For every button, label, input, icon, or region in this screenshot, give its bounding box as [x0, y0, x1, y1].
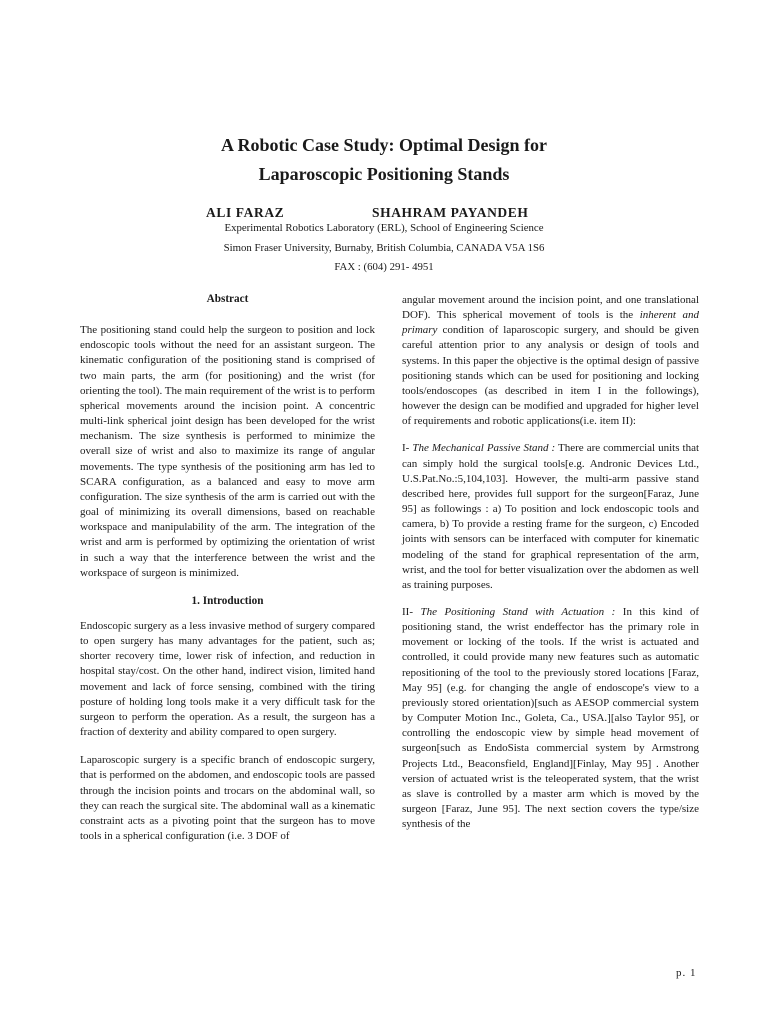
author-ali-faraz: ALI FARAZ: [206, 205, 285, 220]
affiliation-fax: FAX : (604) 291- 4951: [334, 261, 434, 273]
paper-title-line-2: Laparoscopic Positioning Stands: [258, 164, 510, 184]
item-2-label: II-: [402, 605, 421, 618]
item-positioning-stand-actuation: [402, 605, 699, 832]
introduction-heading: 1. Introduction: [191, 594, 264, 607]
item-1-text: There are commercial units that can simply hold the surgical tools[e.g. Andronic Devices Ltd., U.S.Pat.No.:5,104,103]. However, the multi-arm passive stand described here, provides full support for the surgeon[Faraz, June 95] as followings : a) To position and lock endoscopic tools and camera, b) To provide a resting frame for the surgeon, c) Encoded joints with sensors can be interfaced with computer for kinematic modeling of the stand for graphical representation of the arm, wrist, and the tool for better visualization over the abdomen as well as training purposes.: [402, 442, 700, 591]
right-column: [402, 293, 699, 832]
right-paragraph-1-text-b: condition of laparoscopic surgery, and should be given careful attention prior to any analysis or design of tools and systems. In this paper the objective is the optimal design of passive positioning stands which can be used for positioning and locking tools/endoscopes (as described in item I in the followings), however the design can be modified and upgraded for higher level of requirements and robotic applications(i.e. item II):: [402, 324, 699, 428]
item-2-text: In this kind of positioning stand, the wrist endeffector has the primary role in movement or locking of the tools. If the wrist is actuated and controlled, it could provide many new features such as automatic repositioning of the tool to the previously stored locations [Faraz, May 95] (e.g. for changing the angle of endoscope's view to a previously stored orientation)[such as AESOP commercial system by Computer Motion Inc., Goleta, Ca., USA.][also Taylor 95], or controlling the endoscopic view by simple head movement of surgeon[such as EndoSista commercial system by Armstrong Projects Ltd., Beaconsfield, England][Finlay, May 95] . Another version of actuated wrist is the teleoperated system, that the wrist as slave is controlled by a master arm which is moved by the surgeon [Faraz, June 95]. The next section covers the type/size synthesis of the: [402, 605, 699, 831]
item-mechanical-passive-stand: [402, 441, 699, 593]
item-1-label: I-: [402, 442, 413, 455]
introduction-paragraph-1: Endoscopic surgery as a less invasive method of surgery compared to open surgery has many advantages for the patient, such as; shorter recovery time, lower risk of infection, and reduction in hospital stay/cost. On the other hand, indirect vision, limited hand movement and lack of force sensing, combined with the tiring posture of holding long tools make it a very difficult task for the surgeon to perform the operation. As a result, the surgeon has a fraction of dexterity and ability compared to open surgery.: [80, 619, 375, 739]
author-shahram-payandeh: SHAHRAM PAYANDEH: [372, 205, 529, 220]
affiliation-lab: Experimental Robotics Laboratory (ERL), School of Engineering Science: [224, 222, 544, 234]
right-paragraph-1-text-a: angular movement around the incision point, and one translational DOF). This spherical movement of tools is the: [402, 294, 699, 322]
introduction-paragraph-2: Laparoscopic surgery is a specific branch of endoscopic surgery, that is performed on the abdomen, and endoscopic tools are passed through the incision points and trocars on the abdominal wall, so they can reach the surgical site. The abdominal wall as a kinematic constraint acts as a pivoting point that the surgeon has to move tools in a spherical configuration (i.e. 3 DOF of: [80, 754, 375, 842]
right-paragraph-1: [402, 293, 699, 429]
item-2-title: The Positioning Stand with Actuation :: [420, 605, 616, 618]
inherent-primary-emphasis: inherent and primary: [402, 309, 700, 337]
paper-title-line-1: A Robotic Case Study: Optimal Design for: [220, 135, 547, 155]
abstract-heading: Abstract: [206, 293, 249, 305]
left-column: [80, 292, 375, 844]
abstract-paragraph: The positioning stand could help the surgeon to position and lock endoscopic tools without the need for an assistant surgeon. The kinematic configuration of the positioning stand is comprised of two main parts, the arm (for positioning) and the wrist (for orienting the tool). The main requirement of the wrist is to perform spherical movements around the incision point. A concentric multi-link spherical joint design has been developed for the wrist mechanism. The size synthesis is performed to minimize the overall size of wrist and also to maximize its range of angular movements. The type synthesis of the positioning arm has led to SCARA configuration, as a balanced and easy to move arm configuration. The size synthesis of the arm is carried out with the goal of minimizing its overall dimensions, based on reachable workspace and manipulability of the arm. The integration of the wrist and arm is performed by optimizing the orientation of wrist in such a way that the interference between the wrist and the workspace of surgeon is minimized.: [80, 324, 375, 579]
affiliation-university: Simon Fraser University, Burnaby, British Columbia, CANADA V5A 1S6: [223, 242, 545, 254]
item-1-title: The Mechanical Passive Stand :: [412, 442, 556, 455]
page-number: p. 1: [676, 967, 697, 979]
